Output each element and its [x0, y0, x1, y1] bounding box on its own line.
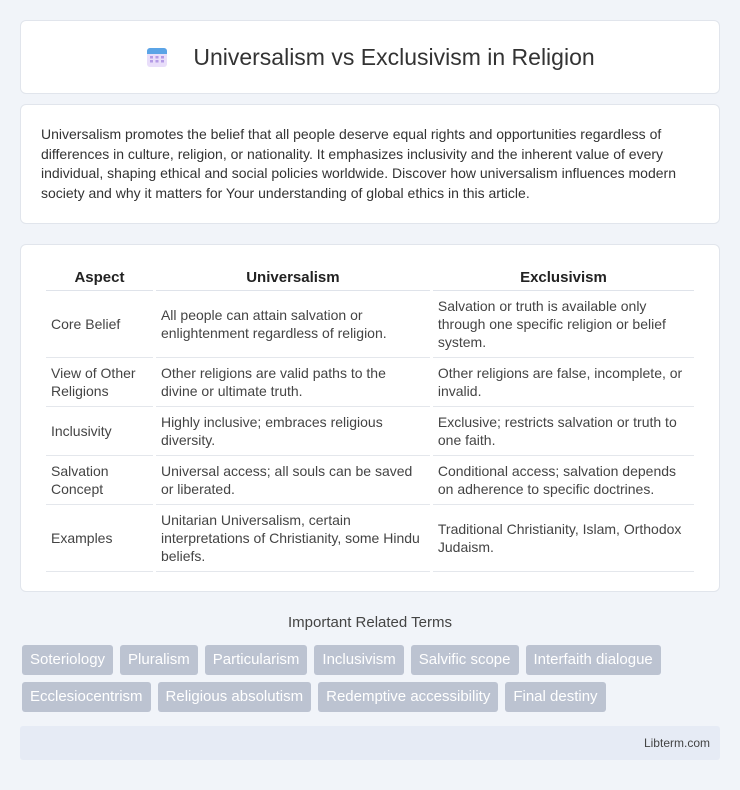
- table-cell: Inclusivity: [46, 407, 153, 456]
- related-term-tag[interactable]: Redemptive accessibility: [318, 682, 498, 712]
- intro-text: Universalism promotes the belief that all people deserve equal rights and opportunities regardless of differences in culture, religion, or nationality. It emphasizes inclusivity and the inherent value of every individual, shaping ethical and social policies worldwide. Discover how universalism influences modern society and why it matters for Your understanding of global ethics in this article.: [41, 126, 676, 201]
- table-row: [46, 407, 694, 456]
- table-cell: Other religions are valid paths to the divine or ultimate truth.: [156, 358, 430, 407]
- column-header: Aspect: [46, 265, 153, 291]
- table-row: [46, 291, 694, 358]
- intro-card: [20, 104, 720, 224]
- table-cell: Core Belief: [46, 291, 153, 358]
- page-title: Universalism vs Exclusivism in Religion: [193, 43, 595, 70]
- table-cell: Examples: [46, 505, 153, 572]
- table-cell: Unitarian Universalism, certain interpretations of Christianity, some Hindu beliefs.: [156, 505, 430, 572]
- table-cell: Exclusive; restricts salvation or truth to one faith.: [433, 407, 694, 456]
- calendar-icon: [145, 45, 169, 69]
- related-term-tag[interactable]: Soteriology: [22, 645, 113, 675]
- header-card: [20, 20, 720, 94]
- related-term-tag[interactable]: Salvific scope: [411, 645, 519, 675]
- related-term-tag[interactable]: Interfaith dialogue: [526, 645, 661, 675]
- footer-site-link[interactable]: Libterm.com: [643, 736, 710, 750]
- table-cell: Traditional Christianity, Islam, Orthodox Judaism.: [433, 505, 694, 572]
- table-cell: Salvation or truth is available only through one specific religion or belief system.: [433, 291, 694, 358]
- table-cell: View of Other Religions: [46, 358, 153, 407]
- table-cell: Highly inclusive; embraces religious diversity.: [156, 407, 430, 456]
- table-cell: Other religions are false, incomplete, or invalid.: [433, 358, 694, 407]
- related-term-tag[interactable]: Particularism: [205, 645, 308, 675]
- related-term-tag[interactable]: Final destiny: [505, 682, 605, 712]
- table-cell: All people can attain salvation or enlightenment regardless of religion.: [156, 291, 430, 358]
- column-header: Universalism: [156, 265, 430, 291]
- related-term-tag[interactable]: Pluralism: [120, 645, 198, 675]
- related-terms-title: Important Related Terms: [288, 614, 452, 631]
- table-row: [46, 505, 694, 572]
- comparison-card: [20, 244, 720, 592]
- related-term-tag[interactable]: Inclusivism: [314, 645, 403, 675]
- related-terms-list: [22, 645, 722, 719]
- table-cell: Universal access; all souls can be saved or liberated.: [156, 456, 430, 505]
- table-row: [46, 358, 694, 407]
- column-header: Exclusivism: [433, 265, 694, 291]
- footer: [20, 726, 720, 760]
- table-cell: Conditional access; salvation depends on adherence to specific doctrines.: [433, 456, 694, 505]
- related-term-tag[interactable]: Ecclesiocentrism: [22, 682, 151, 712]
- table-row: [46, 456, 694, 505]
- table-cell: Salvation Concept: [46, 456, 153, 505]
- related-term-tag[interactable]: Religious absolutism: [158, 682, 312, 712]
- comparison-table: [43, 265, 697, 572]
- table-header-row: [46, 265, 694, 291]
